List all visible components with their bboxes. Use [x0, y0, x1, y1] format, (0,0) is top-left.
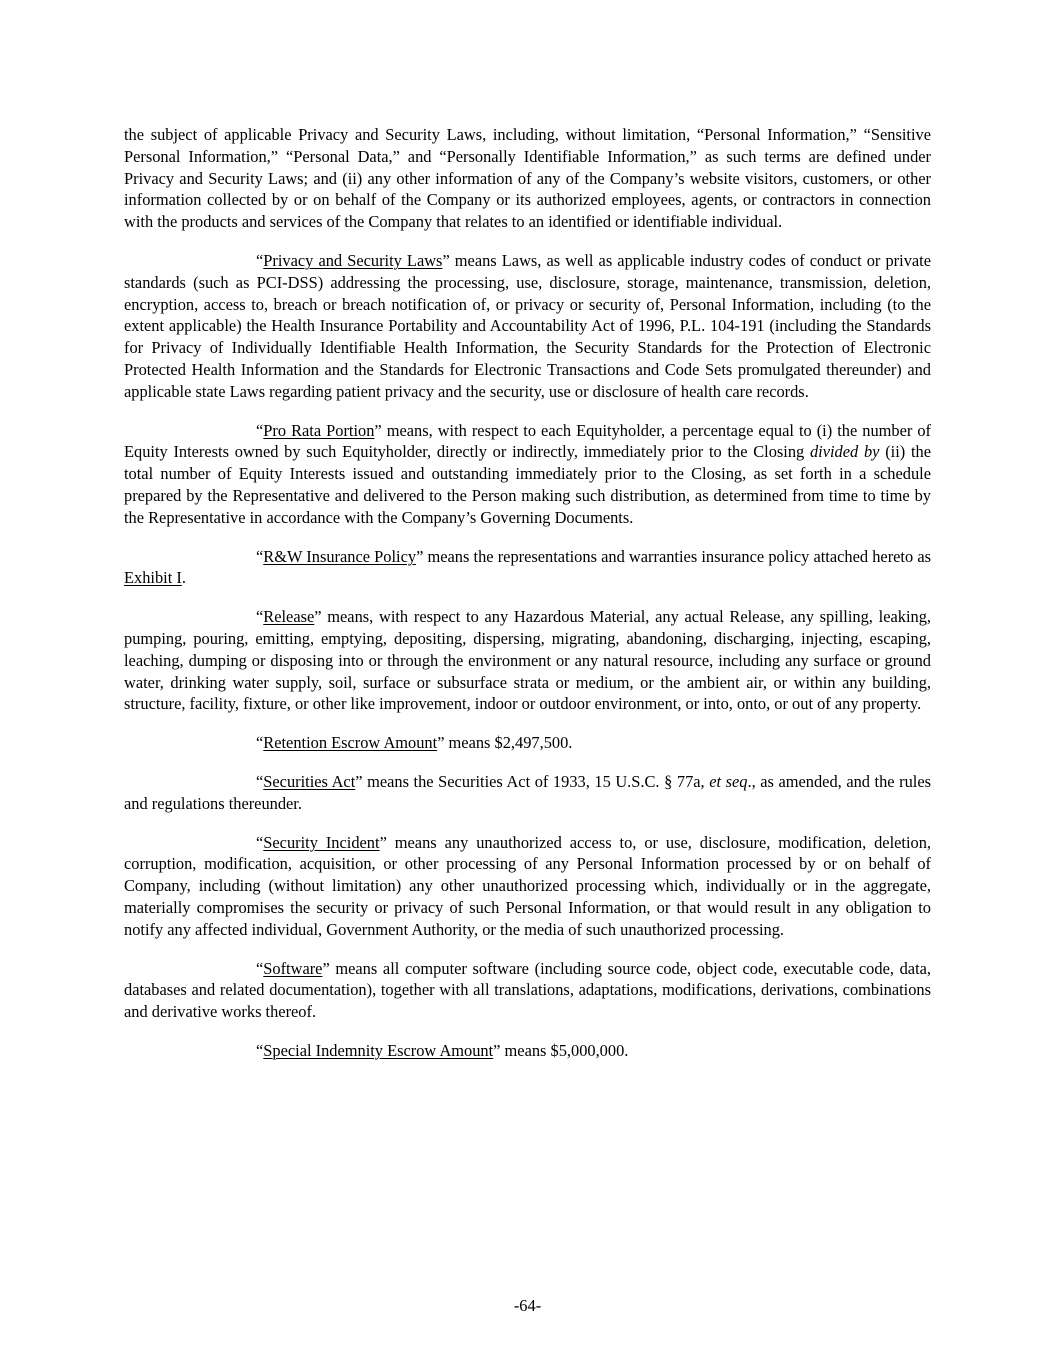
definition-security-incident: “Security Incident” means any unauthorized access to, or use, disclosure, modification, deletion, corruption, modification, acquisition, or other processing of any Personal Information processed by or on behalf of Company, including (without limitation) any other unauthorized processing which, individually or in the aggregate, materially compromises the security or privacy of such Personal Information, or that would result in any obligation to notify any affected individual, Government Authority, or the media of such unauthorized processing.: [124, 832, 932, 939]
exhibit-reference: Exhibit I: [124, 568, 182, 588]
defined-term: Privacy and Security Laws: [263, 250, 443, 270]
defined-term: Securities Act: [263, 771, 356, 791]
page-number: -64-: [513, 1296, 542, 1315]
definition-retention-escrow-amount: “Retention Escrow Amount” means $2,497,500.: [256, 733, 573, 753]
definition-text: ” means the representations and warranties insurance policy attached hereto as: [416, 546, 931, 566]
definition-text: ” means, with respect to each Equityholder, a percentage equal to (i) the number of Equity Interests owned by such Equityholder, directly or indirectly, immediately prior to the Closing: [124, 420, 931, 462]
definition-release: “Release” means, with respect to any Hazardous Material, any actual Release, any spilling, leaking, pumping, pouring, emitting, emptying, depositing, dispersing, migrating, abandoning, discharging, injecting, escaping, leaching, dumping or disposing into or through the environment or any natural resource, including any surface or ground water, drinking water supply, soil, surface or subsurface strata or medium, or the ambient air, or within any building, structure, facility, fixture, or other like improvement, indoor or outdoor environment, or into, onto, or out of any property.: [124, 607, 931, 714]
definition-text: ” means $5,000,000.: [493, 1040, 629, 1060]
document-page: [124, 124, 931, 1079]
definition-privacy-and-security-laws: “Privacy and Security Laws” means Laws, as well as applicable industry codes of conduct or private standards (such as PCI-DSS) addressing the processing, use, disclosure, storage, maintenance, transmission, deletion, encryption, access to, breach or breach notification of, or privacy or security of, Personal Information, including (to the extent applicable) the Health Insurance Portability and Accountability Act of 1996, P.L. 104-191 (including the Standards for Privacy of Individually Identifiable Health Information, the Security Standards for the Protection of Electronic Protected Health Information and the Standards for Electronic Transactions and Code Sets promulgated thereunder) and applicable state Laws regarding patient privacy and the security, use or disclosure of health care records.: [124, 250, 931, 401]
definition-text: .: [181, 568, 186, 588]
defined-term: Pro Rata Portion: [263, 420, 375, 440]
defined-term: Release: [263, 607, 315, 627]
paragraph-continuation: [124, 124, 931, 233]
definition-text: ” means Laws, as well as applicable industry codes of conduct or private standards (such as PCI-DSS) addressing the processing, use, disclosure, storage, maintenance, transmission, deletion, encryption, access to, breach or breach notification of, or privacy or security of, Personal Information, including (to the extent applicable) the Health Insurance Portability and Accountability Act of 1996, P.L. 104-191 (including the Standards for Privacy of Individually Identifiable Health Information, the Security Standards for the Protection of Electronic Protected Health Information and the Standards for Electronic Transactions and Code Sets promulgated thereunder) and applicable state Laws regarding patient privacy and the security, use or disclosure of health care records.: [124, 250, 931, 401]
defined-term: Software: [263, 958, 323, 978]
definition-text: (ii) the total number of Equity Interests issued and outstanding immediately prior to the Closing, as set forth in a schedule prepared by the Representative and delivered to the Person making such distribution, as determined from time to time by the Representative in accordance with the Company’s Governing Documents.: [124, 442, 931, 527]
definition-rw-insurance-policy: “R&W Insurance Policy” means the representations and warranties insurance policy attached hereto as Exhibit I.: [124, 546, 931, 588]
italic-text: et seq: [709, 771, 748, 791]
defined-term: Special Indemnity Escrow Amount: [263, 1040, 494, 1060]
definition-text: ” means $2,497,500.: [437, 733, 573, 753]
italic-text: divided by: [809, 442, 880, 462]
definition-text: ., as amended, and the rules and regulations thereunder.: [124, 771, 932, 813]
defined-term: Retention Escrow Amount: [263, 733, 438, 753]
defined-term: Security Incident: [263, 832, 380, 852]
definition-securities-act: “Securities Act” means the Securities Act of 1933, 15 U.S.C. § 77a, et seq., as amended, and the rules and regulations thereunder.: [124, 771, 932, 813]
definition-text: ” means the Securities Act of 1933, 15 U.S.C. § 77a,: [355, 771, 710, 791]
definition-text: ” means any unauthorized access to, or use, disclosure, modification, deletion, corruption, modification, acquisition, or other processing of any Personal Information processed by or on behalf of Company, including (without limitation) any other unauthorized processing which, individually or in the aggregate, materially compromises the security or privacy of such Personal Information, or that would result in any obligation to notify any affected individual, Government Authority, or the media of such unauthorized processing.: [124, 832, 932, 939]
definition-special-indemnity-escrow-amount: “Special Indemnity Escrow Amount” means $5,000,000.: [256, 1040, 629, 1060]
paragraph-text: the subject of applicable Privacy and Security Laws, including, without limitation, “Personal Information,” “Sensitive Personal Information,” “Personal Data,” and “Personally Identifiable Information,” as such terms are defined under Privacy and Security Laws; and (ii) any other information of any of the Company’s website visitors, customers, or other information collected by or on behalf of the Company or its authorized employees, agents, or contractors in connection with the products and services of the Company that relates to an identified or identifiable individual.: [124, 125, 931, 232]
definition-pro-rata-portion: “Pro Rata Portion” means, with respect to each Equityholder, a percentage equal to (i) the number of Equity Interests owned by such Equityholder, directly or indirectly, immediately prior to the Closing divided by (ii) the total number of Equity Interests issued and outstanding immediately prior to the Closing, as set forth in a schedule prepared by the Representative and delivered to the Person making such distribution, as determined from time to time by the Representative in accordance with the Company’s Governing Documents.: [124, 420, 931, 527]
definition-software: “Software” means all computer software (including source code, object code, executable code, data, databases and related documentation), together with all translations, adaptations, modifications, derivations, combinations and derivative works thereof.: [124, 958, 931, 1022]
defined-term: R&W Insurance Policy: [263, 546, 417, 566]
definition-text: ” means, with respect to any Hazardous Material, any actual Release, any spilling, leaking, pumping, pouring, emitting, emptying, depositing, dispersing, migrating, abandoning, discharging, injecting, escaping, leaching, dumping or disposing into or through the environment or any natural resource, including any surface or ground water, drinking water supply, soil, surface or subsurface strata or medium, or the ambient air, or within any building, structure, facility, fixture, or other like improvement, indoor or outdoor environment, or into, onto, or out of any property.: [124, 607, 931, 714]
definition-text: ” means all computer software (including source code, object code, executable code, data, databases and related documentation), together with all translations, adaptations, modifications, derivations, combinations and derivative works thereof.: [124, 958, 931, 1022]
